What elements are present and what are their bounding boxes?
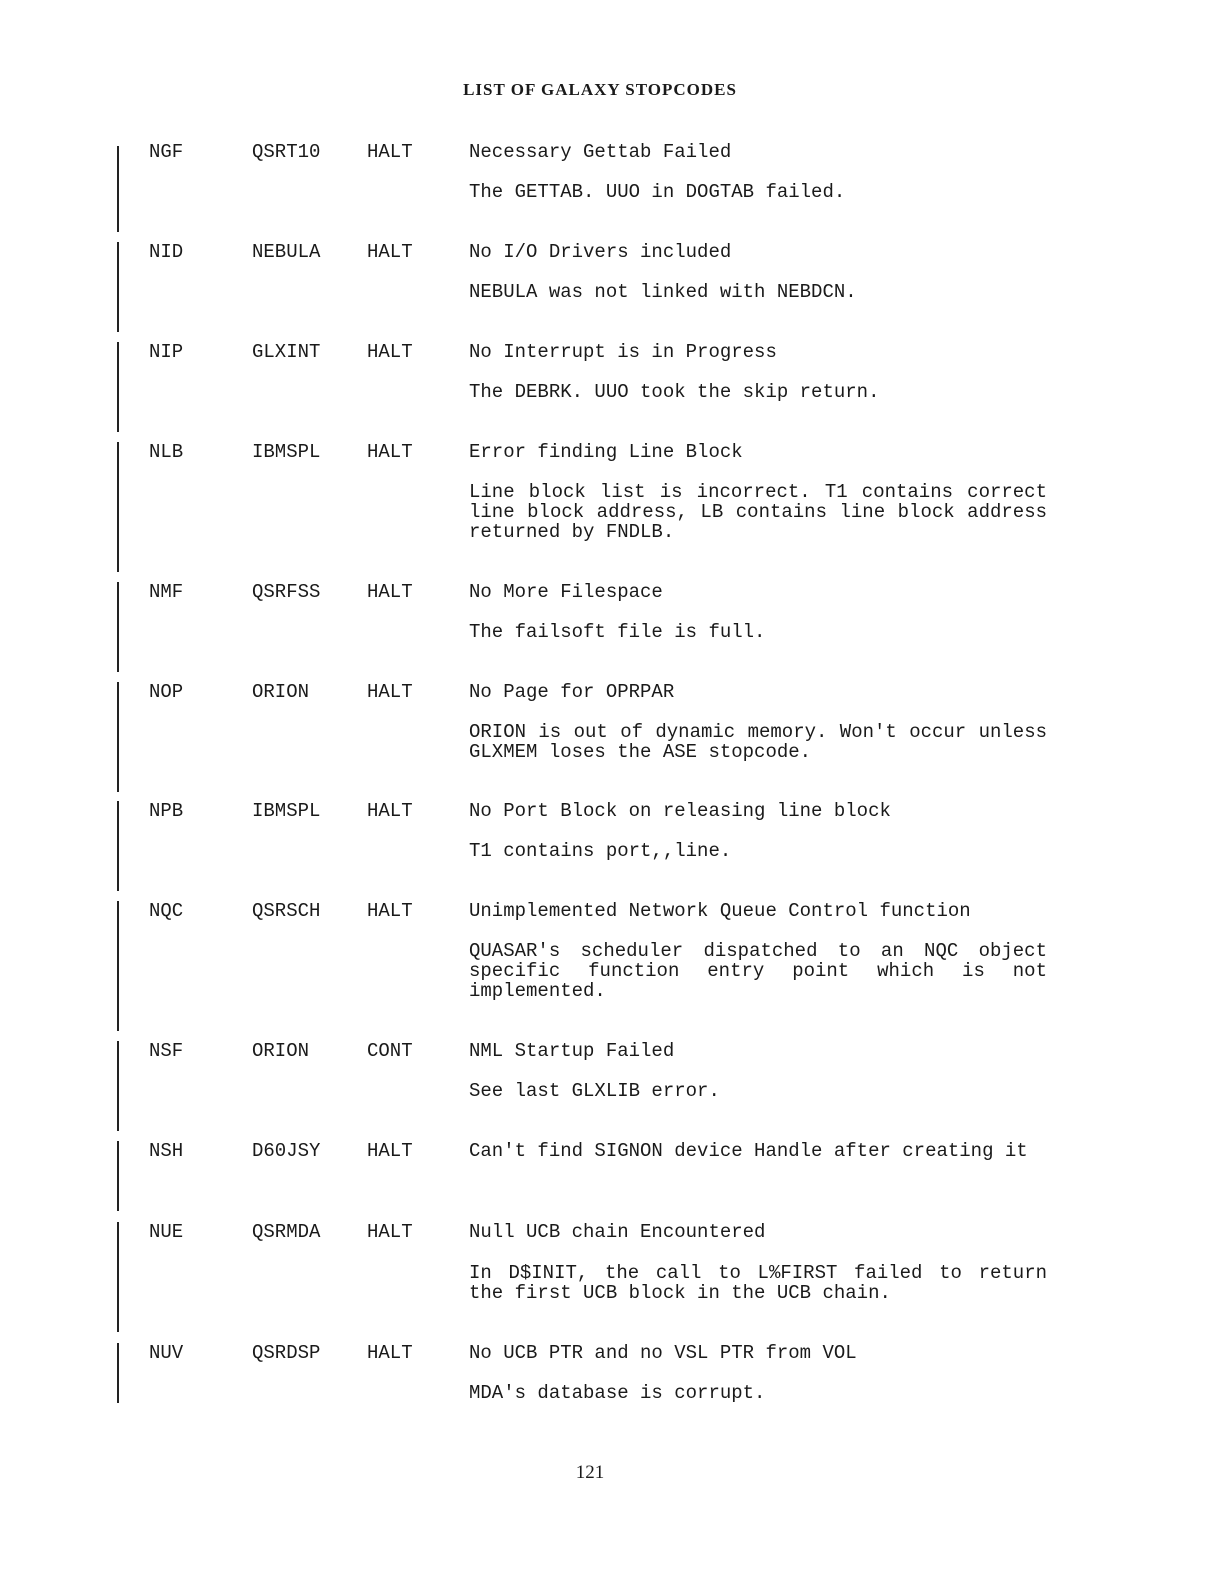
stopcode-description: See last GLXLIB error.: [469, 1080, 720, 1102]
stopcode-action: HALT: [367, 241, 413, 263]
stopcode-action: HALT: [367, 681, 413, 703]
stopcode-description: In D$INIT, the call to L%FIRST failed to return the first UCB block in the UCB chain.: [469, 1262, 1047, 1304]
stopcode-description: ORION is out of dynamic memory. Won't occur unless GLXMEM loses the ASE stopcode.: [469, 721, 1047, 763]
stopcode-description: NEBULA was not linked with NEBDCN.: [469, 281, 857, 303]
stopcode-description: The DEBRK. UUO took the skip return.: [469, 381, 880, 403]
stopcode-action: HALT: [367, 900, 413, 922]
stopcode-title: No I/O Drivers included: [469, 241, 732, 263]
stopcode-action: HALT: [367, 341, 413, 363]
stopcode-code: NIP: [149, 341, 184, 363]
change-bar: [117, 682, 119, 792]
stopcode-code: NGF: [149, 141, 184, 163]
page-number: 121: [575, 1462, 605, 1483]
change-bar: [117, 1343, 119, 1403]
page-title: LIST OF GALAXY STOPCODES: [463, 80, 737, 99]
stopcode-module: ORION: [252, 681, 310, 703]
change-bar: [117, 1041, 119, 1131]
stopcode-code: NUV: [149, 1342, 184, 1364]
stopcode-action: CONT: [367, 1040, 413, 1062]
stopcode-title: Unimplemented Network Queue Control function: [469, 900, 971, 922]
stopcode-module: D60JSY: [252, 1140, 321, 1162]
stopcode-module: NEBULA: [252, 241, 321, 263]
stopcode-action: HALT: [367, 581, 413, 603]
stopcode-action: HALT: [367, 1140, 413, 1162]
change-bar: [117, 146, 119, 232]
stopcode-action: HALT: [367, 141, 413, 163]
stopcode-module: QSRMDA: [252, 1221, 321, 1243]
stopcode-description: The failsoft file is full.: [469, 621, 766, 643]
stopcode-code: NSH: [149, 1140, 184, 1162]
stopcode-title: Error finding Line Block: [469, 441, 743, 463]
stopcode-description: MDA's database is corrupt.: [469, 1382, 766, 1404]
stopcode-title: No Page for OPRPAR: [469, 681, 675, 703]
stopcode-title: Necessary Gettab Failed: [469, 141, 732, 163]
stopcode-title: No Port Block on releasing line block: [469, 800, 891, 822]
change-bar: [117, 582, 119, 672]
stopcode-code: NMF: [149, 581, 184, 603]
stopcode-action: HALT: [367, 1342, 413, 1364]
stopcode-module: QSRT10: [252, 141, 321, 163]
stopcode-module: GLXINT: [252, 341, 321, 363]
stopcode-module: QSRFSS: [252, 581, 321, 603]
change-bar: [117, 801, 119, 891]
stopcode-code: NUE: [149, 1221, 184, 1243]
stopcode-code: NLB: [149, 441, 184, 463]
stopcode-title: No More Filespace: [469, 581, 663, 603]
stopcode-action: HALT: [367, 800, 413, 822]
stopcode-code: NSF: [149, 1040, 184, 1062]
change-bar: [117, 901, 119, 1031]
stopcode-action: HALT: [367, 441, 413, 463]
stopcode-code: NQC: [149, 900, 184, 922]
stopcode-module: IBMSPL: [252, 441, 321, 463]
stopcode-description: QUASAR's scheduler dispatched to an NQC object specific function entry point which is not implemented.: [469, 940, 1047, 1002]
stopcode-title: No Interrupt is in Progress: [469, 341, 777, 363]
stopcode-title: Null UCB chain Encountered: [469, 1221, 766, 1243]
stopcode-module: QSRSCH: [252, 900, 321, 922]
stopcode-description: Can't find SIGNON device Handle after creating it: [469, 1140, 1028, 1162]
stopcode-description: Line block list is incorrect. T1 contains correct line block address, LB contains line block address returned by FNDLB.: [469, 481, 1047, 543]
stopcode-code: NOP: [149, 681, 184, 703]
stopcode-description: T1 contains port,,line.: [469, 840, 732, 862]
stopcode-code: NPB: [149, 800, 184, 822]
stopcode-module: QSRDSP: [252, 1342, 321, 1364]
stopcode-title: No UCB PTR and no VSL PTR from VOL: [469, 1342, 857, 1364]
stopcode-title: NML Startup Failed: [469, 1040, 675, 1062]
stopcode-description: The GETTAB. UUO in DOGTAB failed.: [469, 181, 846, 203]
change-bar: [117, 1141, 119, 1211]
change-bar: [117, 1222, 119, 1332]
change-bar: [117, 342, 119, 432]
stopcode-module: ORION: [252, 1040, 310, 1062]
change-bar: [117, 242, 119, 332]
stopcode-action: HALT: [367, 1221, 413, 1243]
stopcode-module: IBMSPL: [252, 800, 321, 822]
stopcode-code: NID: [149, 241, 184, 263]
change-bar: [117, 442, 119, 572]
